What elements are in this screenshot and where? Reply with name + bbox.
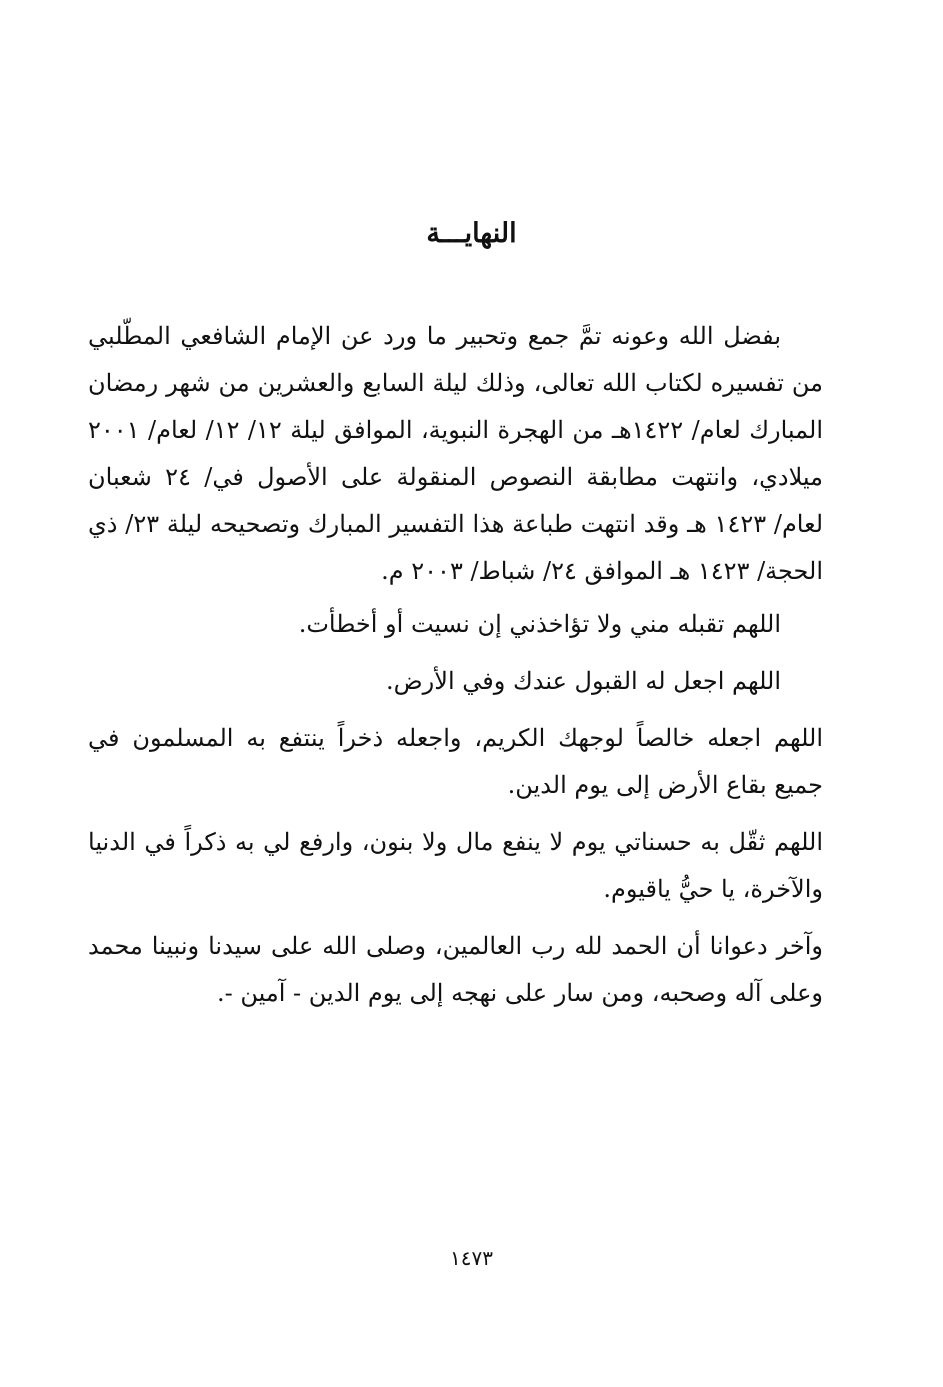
prayer-paragraph-3: اللهم اجعله خالصاً لوجهك الكريم، واجعله ذخراً ينتفع به المسلمون في جميع بقاع الأرض إلى يوم الدين. (88, 724, 823, 799)
prayer-paragraph-1: اللهم تقبله مني ولا تؤاخذني إن نسيت أو أخطأت. (298, 610, 781, 638)
prayer-paragraph-2: اللهم اجعل له القبول عندك وفي الأرض. (386, 667, 781, 695)
page-title: النهايـــة (426, 218, 517, 249)
closing-paragraph: وآخر دعوانا أن الحمد لله رب العالمين، وصلى الله على سيدنا ونبينا محمد وعلى آله وصحبه، ومن سار على نهجه إلى يوم الدين - آمين -. (88, 932, 823, 1007)
body-text (88, 313, 823, 1027)
page-number: ١٤٧٣ (450, 1246, 493, 1270)
colophon-paragraph: بفضل الله وعونه تمَّ جمع وتحبير ما ورد عن الإمام الشافعي المطّلبي من تفسيره لكتاب الله تعالى، وذلك ليلة السابع والعشرين من شهر رمضان المبارك لعام/ ١٤٢٢هـ من الهجرة النبوية، الموافق ليلة ١٢/ ١٢/ لعام/ ٢٠٠١ ميلادي، وانتهت مطابقة النصوص المنقولة على الأصول في/ ٢٤ شعبان لعام/ ١٤٢٣ هـ وقد انتهت طباعة هذا التفسير المبارك وتصحيحه ليلة ٢٣/ ذي الحجة/ ١٤٢٣ هـ الموافق ٢٤/ شباط/ ٢٠٠٣ م. (88, 322, 824, 585)
prayer-paragraph-4: اللهم ثقّل به حسناتي يوم لا ينفع مال ولا بنون، وارفع لي به ذكراً في الدنيا والآخرة، يا حيُّ ياقيوم. (88, 828, 823, 903)
